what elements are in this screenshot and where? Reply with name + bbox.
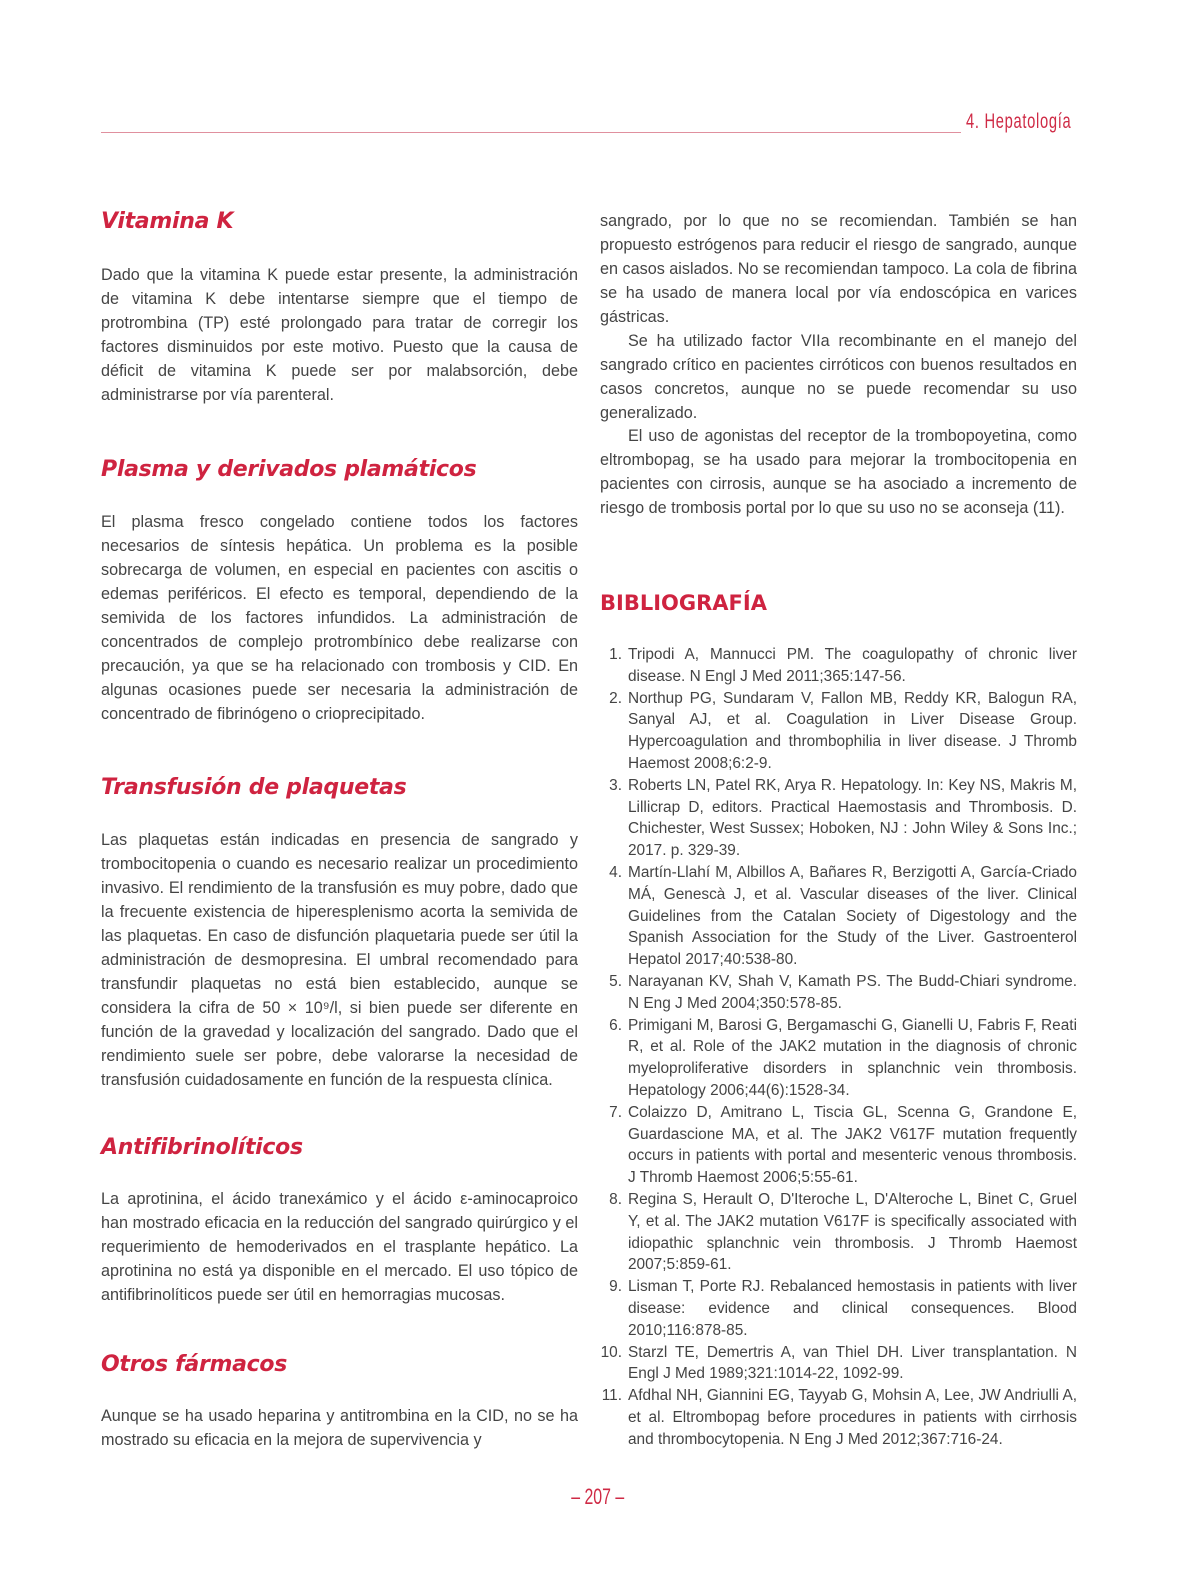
reference-item	[600, 1015, 1077, 1102]
reference-item	[600, 1385, 1077, 1450]
reference-number: 2.	[609, 689, 622, 707]
page-number	[0, 1484, 1196, 1510]
reference-number: 6.	[609, 1016, 622, 1034]
reference-item	[600, 1276, 1077, 1341]
paragraph-otros-farmacos: Aunque se ha usado heparina y antitrombina en la CID, no se ha mostrado su eficacia en la mejora de supervivencia y	[101, 1407, 578, 1449]
reference-text: Tripodi A, Mannucci PM. The coagulopathy of chronic liver disease. N Engl J Med 2011;365:147-56.	[628, 646, 1077, 685]
reference-text: Roberts LN, Patel RK, Arya R. Hepatology. In: Key NS, Makris M, Lillicrap D, editors. Practical Haemostasis and Thrombosis. D. Chichester, West Sussex; Hoboken, NJ : John Wiley & Sons Inc.; 2017. p. 329-39.	[628, 776, 1077, 860]
reference-text: Primigani M, Barosi G, Bergamaschi G, Gianelli U, Fabris F, Reati R, et al. Role of the JAK2 mutation in the diagnosis of chronic myeloproliferative disorders in splanchnic vein thrombosis. Hepatology 2006;44(6):1528-34.	[628, 1016, 1077, 1099]
reference-text: Northup PG, Sundaram V, Fallon MB, Reddy KR, Balogun RA, Sanyal AJ, et al. Coagulation in Liver Disease Group. Hypercoagulation and thrombophilia in liver disease. J Thromb Haemost 2008;6:2-9.	[628, 689, 1077, 772]
reference-item	[600, 1189, 1077, 1276]
reference-text: Afdhal NH, Giannini EG, Tayyab G, Mohsin A, Lee, JW Andriulli A, et al. Eltrombopag before procedures in patients with cirrhosis and thrombocytopenia. N Eng J Med 2012;367:716-24.	[628, 1387, 1077, 1448]
section-title-otros-farmacos: Otros fármacos	[101, 1352, 288, 1377]
reference-text: Regina S, Herault O, D'Iteroche L, D'Alteroche L, Binet C, Gruel Y, et al. The JAK2 mutation V617F is specifically associated with idiopathic splanchnic vein thrombosis. J Thromb Haemost 2007;5:859-61.	[628, 1190, 1077, 1274]
reference-number: 8.	[609, 1190, 622, 1208]
bibliography-title: BIBLIOGRAFÍA	[600, 591, 767, 615]
paragraph-plaquetas: Las plaquetas están indicadas en presencia de sangrado y trombocitopenia o cuando es necesario realizar un procedimiento invasivo. El rendimiento de la transfusión es muy pobre, dado que la frecuente existencia de hiperesplenismo acorta la semivida de las plaquetas. En caso de disfunción plaquetaria puede ser útil la administración de desmopresina. El umbral recomendado para transfundir plaquetas no está bien establecido, aunque se considera la cifra de 50 × 10⁹/l, si bien puede ser diferente en función de la gravedad y localización del sangrado. Dado que el rendimiento suele ser pobre, debe valorarse la necesidad de transfusión cuidadosamente en función de la respuesta clínica.	[101, 831, 578, 1089]
paragraph-vitamina-k: Dado que la vitamina K puede estar presente, la administración de vitamina K debe intentarse siempre que el tiempo de protrombina (TP) esté prolongado para tratar de corregir los factores disminuidos por este motivo. Puesto que la causa de déficit de vitamina K puede ser por malabsorción, debe administrarse por vía parenteral.	[101, 266, 578, 404]
reference-item	[600, 1342, 1077, 1386]
reference-item	[600, 644, 1077, 688]
reference-list	[600, 644, 1077, 1450]
reference-number: 7.	[609, 1103, 622, 1121]
reference-item	[600, 862, 1077, 971]
reference-text: Narayanan KV, Shah V, Kamath PS. The Budd-Chiari syndrome. N Eng J Med 2004;350:578-85.	[628, 972, 1077, 1012]
reference-text: Starzl TE, Demertris A, van Thiel DH. Liver transplantation. N Engl J Med 1989;321:1014-22, 1092-99.	[628, 1343, 1077, 1383]
reference-text: Martín-Llahí M, Albillos A, Bañares R, Berzigotti A, García-Criado MÁ, Genescà J, et al. Vascular diseases of the liver. Clinical Guidelines from the Catalan Society of Digestology and the Spanish Association for the Study of the Liver. Gastroenterol Hepatol 2017;40:538-80.	[628, 863, 1077, 969]
section-title-antifibrinoliticos: Antifibrinolíticos	[101, 1135, 303, 1160]
paragraph-plasma: El plasma fresco congelado contiene todos los factores necesarios de síntesis hepática. Un problema es la posible sobrecarga de volumen, en especial en pacientes con ascitis o edemas periféricos. El efecto es temporal, dependiendo de la semivida de los factores infundidos. La administración de concentrados de complejo protrombínico debe realizarse con precaución, ya que se ha relacionado con trombosis y CID. En algunas ocasiones puede ser necesaria la administración de concentrado de fibrinógeno o crioprecipitado.	[101, 513, 578, 723]
page-number-text: – 207 –	[571, 1484, 625, 1509]
reference-number: 4.	[609, 863, 622, 881]
header-rule	[101, 132, 961, 133]
reference-number: 5.	[609, 972, 622, 990]
section-title-vitamina-k: Vitamina K	[101, 209, 234, 234]
reference-text: Colaizzo D, Amitrano L, Tiscia GL, Scenna G, Grandone E, Guardascione MA, et al. The JAK2 V617F mutation frequently occurs in patients with portal and mesenteric venous thrombosis. J Thromb Haemost 2006;5:55-61.	[628, 1103, 1077, 1187]
paragraph-right-2: Se ha utilizado factor VIIa recombinante en el manejo del sangrado crítico en pacientes cirróticos con buenos resultados en casos concretos, aunque no se puede recomendar su uso generalizado.	[600, 332, 1077, 422]
reference-item	[600, 688, 1077, 775]
reference-item	[600, 971, 1077, 1015]
section-title-plasma: Plasma y derivados plamáticos	[101, 457, 477, 482]
reference-number: 9.	[609, 1278, 622, 1296]
reference-item	[600, 775, 1077, 862]
reference-number: 3.	[609, 776, 622, 794]
chapter-title: 4. Hepatología	[966, 110, 1072, 133]
reference-number: 10.	[600, 1343, 622, 1361]
reference-number: 11.	[601, 1387, 622, 1405]
reference-text: Lisman T, Porte RJ. Rebalanced hemostasis in patients with liver disease: evidence and clinical consequences. Blood 2010;116:878-85.	[628, 1278, 1077, 1339]
paragraph-right-1: sangrado, por lo que no se recomiendan. También se han propuesto estrógenos para reducir el riesgo de sangrado, aunque en casos aislados. No se recomiendan tampoco. La cola de fibrina se ha usado de manera local por vía endoscópica en varices gástricas.	[600, 212, 1077, 326]
section-title-plaquetas: Transfusión de plaquetas	[101, 775, 407, 800]
reference-number: 1.	[609, 646, 622, 663]
paragraph-antifibrinoliticos: La aprotinina, el ácido tranexámico y el ácido ε-aminocaproico han mostrado eficacia en la reducción del sangrado quirúrgico y el requerimiento de hemoderivados en el trasplante hepático. La aprotinina no está ya disponible en el mercado. El uso tópico de antifibrinolíticos puede ser útil en hemorragias mucosas.	[101, 1190, 578, 1304]
reference-item	[600, 1102, 1077, 1189]
paragraph-right-3: El uso de agonistas del receptor de la trombopoyetina, como eltrombopag, se ha usado para mejorar la trombocitopenia en pacientes con cirrosis, aunque se ha asociado a incremento de riesgo de trombosis portal por lo que su uso no se aconseja (11).	[600, 427, 1077, 517]
